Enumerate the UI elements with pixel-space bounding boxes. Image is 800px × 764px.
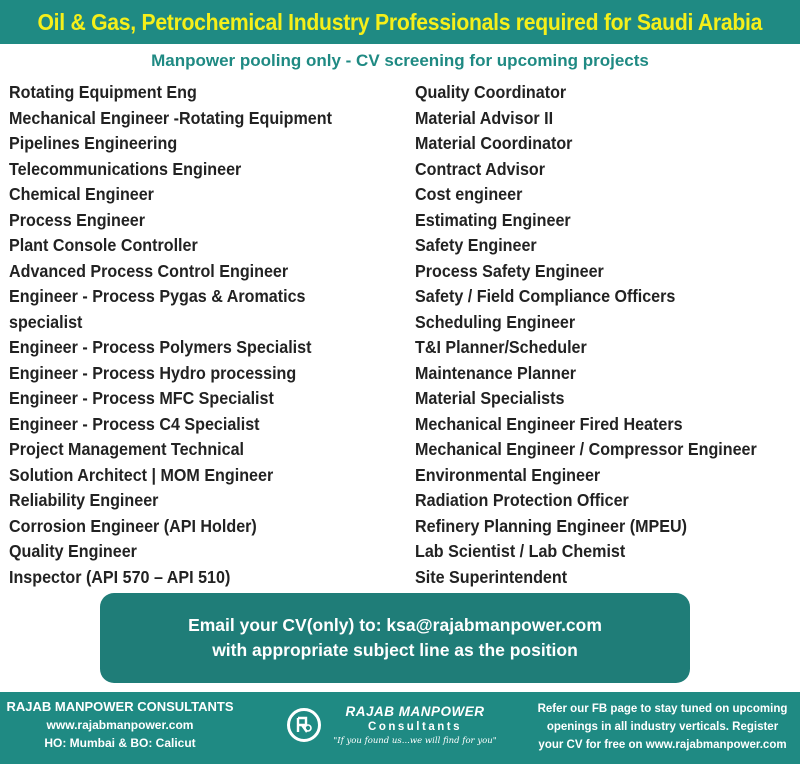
- position-item: Engineer - Process Pygas & Aromatics: [9, 286, 306, 306]
- position-item: Contract Advisor: [415, 158, 546, 179]
- position-item: Reliability Engineer: [9, 490, 159, 510]
- logo-subtitle: Consultants: [368, 721, 462, 733]
- position-item: Cost engineer: [415, 184, 523, 204]
- position-item: Chemical Engineer: [9, 184, 154, 204]
- footer-note-line-3: your CV for free on www.rajabmanpower.com: [538, 739, 787, 751]
- position-item: Material Specialists: [415, 388, 565, 408]
- position-item: Environmental Engineer: [415, 464, 601, 485]
- positions-list-left: [9, 80, 404, 590]
- positions-list-right: [415, 80, 800, 590]
- footer-contact: [0, 698, 240, 752]
- position-item: T&I Planner/Scheduler: [415, 337, 587, 357]
- position-item: Estimating Engineer: [415, 209, 571, 230]
- position-item: Safety / Field Compliance Officers: [415, 286, 676, 306]
- position-item: Material Advisor II: [415, 107, 554, 128]
- position-item: Telecommunications Engineer: [9, 158, 242, 179]
- position-item: Advanced Process Control Engineer: [9, 260, 289, 281]
- position-item: Engineer - Process Hydro processing: [9, 362, 297, 383]
- footer-website-link[interactable]: www.rajabmanpower.com: [46, 718, 194, 732]
- page-title: Oil & Gas, Petrochemical Industry Professionals required for Saudi Arabia: [37, 8, 763, 35]
- position-item: Material Coordinator: [415, 133, 573, 153]
- logo-brand: RAJAB MANPOWER: [345, 704, 485, 719]
- position-item: Mechanical Engineer Fired Heaters: [415, 413, 683, 434]
- footer-registration-note: [535, 700, 790, 754]
- position-item: Scheduling Engineer: [415, 311, 576, 332]
- rm-logo-icon: [287, 708, 321, 742]
- position-item: Corrosion Engineer (API Holder): [9, 515, 257, 536]
- footer-note-line-2: openings in all industry verticals. Register: [546, 721, 779, 733]
- position-item: Quality Coordinator: [415, 82, 567, 102]
- page-subtitle: Manpower pooling only - CV screening for upcoming projects: [151, 51, 649, 70]
- position-item: Quality Engineer: [9, 541, 137, 561]
- position-item: Maintenance Planner: [415, 362, 577, 383]
- top-banner: [0, 0, 800, 44]
- footer-offices: HO: Mumbai & BO: Calicut: [44, 736, 196, 750]
- company-logo: [330, 704, 500, 747]
- position-item: Engineer - Process C4 Specialist: [9, 413, 260, 434]
- position-item: Site Superintendent: [415, 566, 568, 587]
- position-item: Pipelines Engineering: [9, 133, 178, 153]
- position-item: Project Management Technical: [9, 439, 245, 459]
- position-item: Engineer - Process Polymers Specialist: [9, 337, 312, 357]
- position-item: Mechanical Engineer -Rotating Equipment: [9, 107, 332, 128]
- logo-tagline: "If you found us...we will find for you": [333, 736, 497, 746]
- position-item: Inspector (API 570 – API 510): [9, 566, 231, 587]
- footer: [0, 692, 800, 764]
- position-item: Process Safety Engineer: [415, 260, 604, 281]
- position-item: specialist: [9, 311, 83, 332]
- email-cta-line[interactable]: Email your CV(only) to: ksa@rajabmanpower.com: [188, 615, 602, 635]
- position-item: Solution Architect | MOM Engineer: [9, 464, 274, 485]
- position-item: Radiation Protection Officer: [415, 490, 629, 510]
- position-item: Refinery Planning Engineer (MPEU): [415, 515, 687, 536]
- email-cta-subject-line: with appropriate subject line as the position: [212, 640, 578, 660]
- position-item: Safety Engineer: [415, 235, 537, 255]
- position-item: Mechanical Engineer / Compressor Engineer: [415, 439, 757, 459]
- position-item: Rotating Equipment Eng: [9, 82, 197, 102]
- footer-company-name: RAJAB MANPOWER CONSULTANTS: [6, 699, 234, 714]
- email-cta-box: [100, 593, 690, 683]
- position-item: Plant Console Controller: [9, 235, 198, 255]
- position-item: Lab Scientist / Lab Chemist: [415, 541, 626, 561]
- footer-note-line-1: Refer our FB page to stay tuned on upcoming: [537, 703, 788, 715]
- position-item: Process Engineer: [9, 209, 146, 230]
- position-item: Engineer - Process MFC Specialist: [9, 388, 274, 408]
